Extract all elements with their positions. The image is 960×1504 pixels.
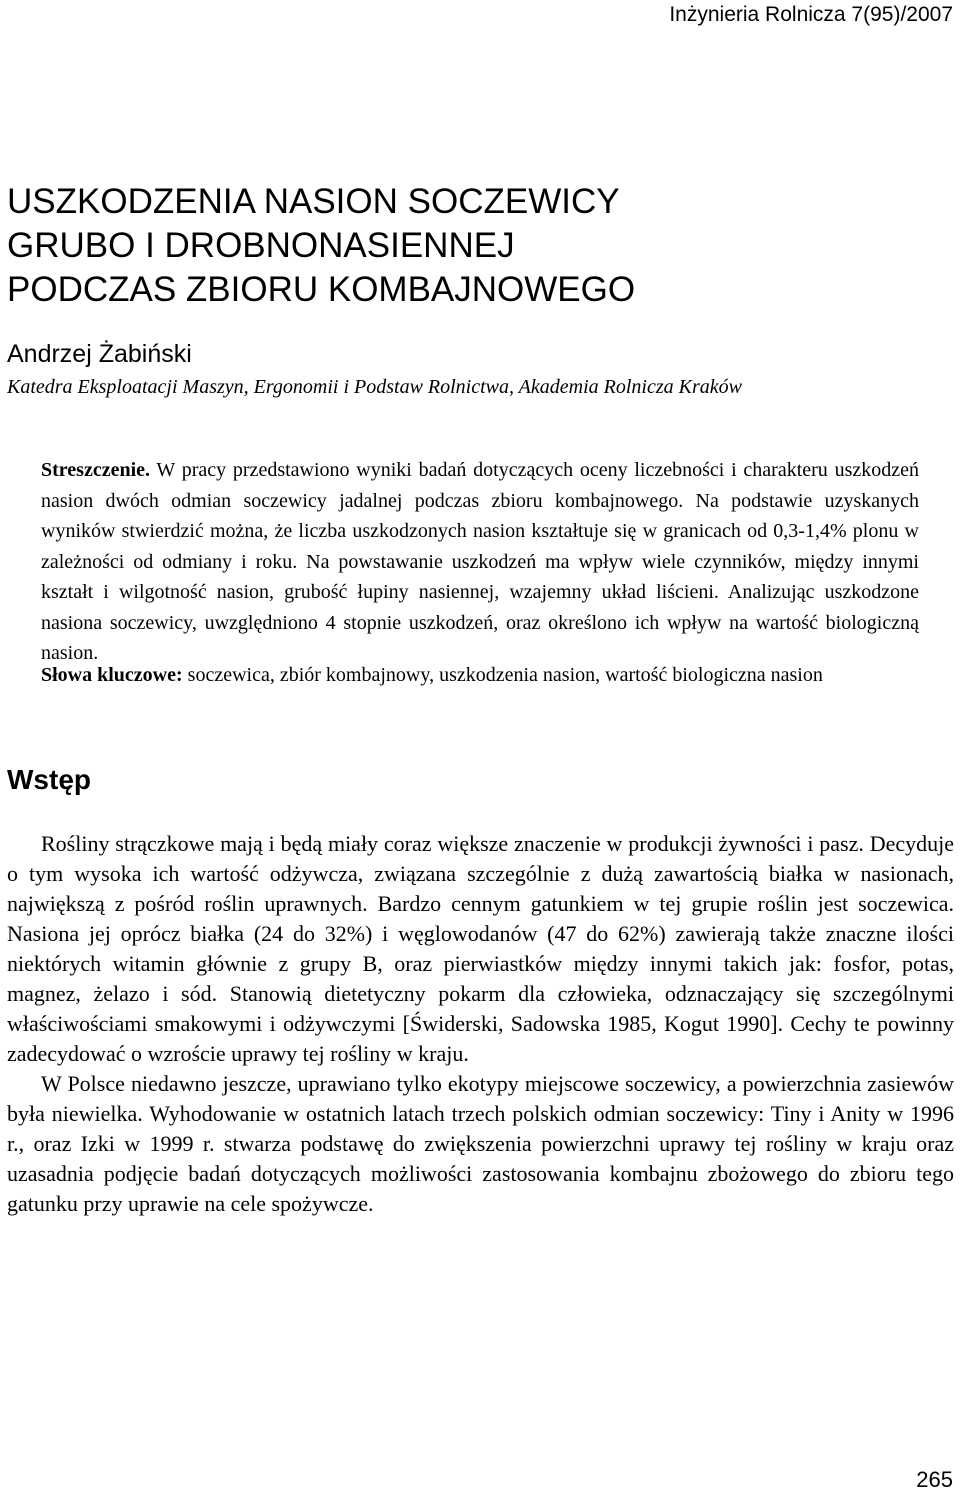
abstract <box>41 455 919 669</box>
abstract-label: Streszczenie. <box>41 459 151 481</box>
keywords-text: soczewica, zbiór kombajnowy, uszkodzenia nasion, wartość biologiczna nasion <box>182 664 823 686</box>
body-paragraph: Rośliny strączkowe mają i będą miały coraz większe znaczenie w produkcji żywności i pasz. Decyduje o tym wysoka ich wartość odżywcza, związana szczególnie z dużą zawartością białka w nasionach, największą z pośród roślin uprawnych. Bardzo cennym gatunkiem w tej grupie roślin jest soczewica. Nasiona jej oprócz białka (24 do 32%) i węglowodanów (47 do 62%) zawierają także znaczne ilości niektórych witamin głównie z grupy B, oraz pierwiastków między innymi takich jak: fosfor, potas, magnez, żelazo i sód. Stanowią dietetyczny pokarm dla człowieka, odznaczający się szczególnymi właściwościami smakowymi i odżywczymi [Świderski, Sadowska 1985, Kogut 1990]. Cechy te powinny zadecydować o wzroście uprawy tej rośliny w kraju. <box>7 831 954 1066</box>
section-heading-introduction: Wstęp <box>7 764 91 795</box>
abstract-text: W pracy przedstawiono wyniki badań dotyczących oceny liczebności i charakteru uszkodzeń nasion dwóch odmian soczewicy jadalnej podczas zbioru kombajnowego. Na podstawie uzyskanych wyników stwierdzić można, że liczba uszkodzonych nasion kształtuje się w granicach od 0,3-1,4% plonu w zależności od odmiany i roku. Na powstawanie uszkodzeń ma wpływ wiele czynników, między innymi kształt i wilgotność nasion, grubość łupiny nasiennej, wzajemny układ liścieni. Analizując uszkodzone nasiona soczewicy, uwzględniono 4 stopnie uszkodzeń, oraz określono ich wpływ na wartość biologiczną nasion. <box>41 459 919 664</box>
title-line-1: USZKODZENIA NASION SOCZEWICY <box>7 182 620 221</box>
author-name: Andrzej Żabiński <box>7 340 192 368</box>
introduction-body <box>7 829 954 1219</box>
body-paragraph: W Polsce niedawno jeszcze, uprawiano tylko ekotypy miejscowe soczewicy, a powierzchnia zasiewów była niewielka. Wyhodowanie w ostatnich latach trzech polskich odmian soczewicy: Tiny i Anity w 1996 r., oraz Izki w 1999 r. stwarza podstawę do zwiększenia powierzchni uprawy tej rośliny w kraju oraz uzasadnia podjęcie badań dotyczących możliwości zastosowania kombajnu zbożowego do zbioru tego gatunku przy uprawie na cele spożywcze. <box>7 1071 954 1216</box>
author-affiliation: Katedra Eksploatacji Maszyn, Ergonomii i Podstaw Rolnictwa, Akademia Rolnicza Kraków <box>7 376 742 398</box>
keywords <box>41 660 919 690</box>
article-title <box>7 180 947 312</box>
page-number: 265 <box>916 1467 953 1492</box>
journal-header: Inżynieria Rolnicza 7(95)/2007 <box>669 3 953 26</box>
title-line-3: PODCZAS ZBIORU KOMBAJNOWEGO <box>7 270 636 309</box>
title-line-2: GRUBO I DROBNONASIENNEJ <box>7 226 515 265</box>
keywords-label: Słowa kluczowe: <box>41 664 183 686</box>
